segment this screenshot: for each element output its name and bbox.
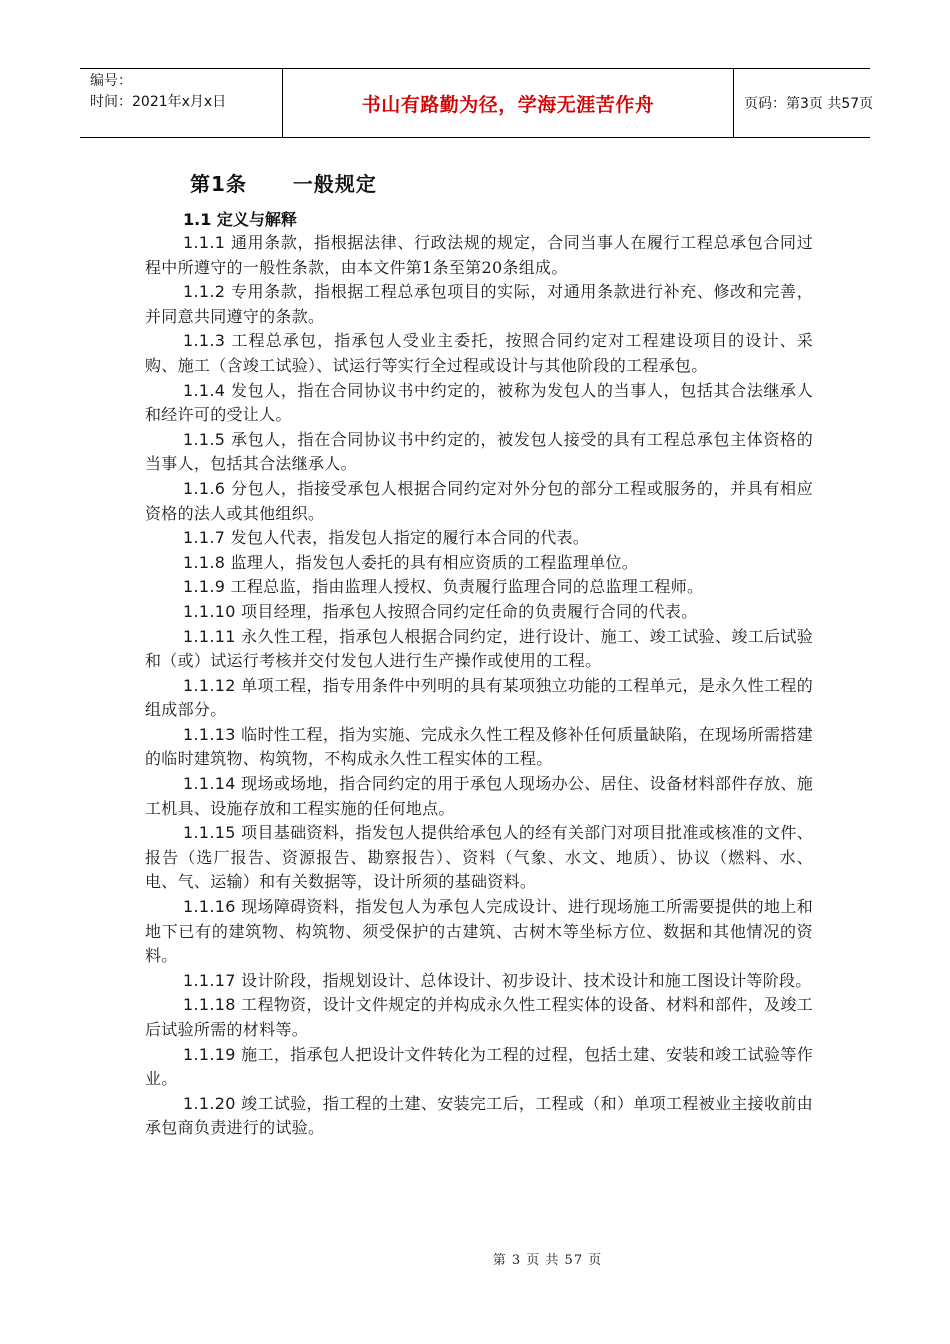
clause-number: 1.1.18 — [183, 995, 236, 1015]
clause-text: 单项工程，指专用条件中列明的具有某项独立功能的工程单元，是永久性工程的组成部分。 — [145, 675, 813, 720]
clause-number: 1.1.12 — [183, 675, 236, 695]
clause-number: 1.1.19 — [183, 1044, 236, 1064]
clause-number: 1.1.15 — [183, 823, 236, 843]
clause-paragraph — [145, 231, 813, 280]
time-label: 时间：2021年x月x日 — [90, 94, 227, 110]
clause-text: 发包人代表，指发包人指定的履行本合同的代表。 — [230, 528, 590, 548]
clause-number: 1.1.1 — [183, 233, 226, 252]
clause-number: 1.1.2 — [183, 282, 226, 302]
clause-paragraph — [145, 526, 813, 551]
clause-text: 项目基础资料，指发包人提供给承包人的经有关部门对项目批准或核准的文件、报告（选厂报告、资源报告、勘察报告）、资料（气象、水文、地质）、协议（燃料、水、电、气、运输）和有关数据等，设计所须的基础资料。 — [145, 823, 813, 892]
header-motto: 书山有路勤为径，学海无涯苦作舟 — [282, 69, 734, 137]
section-heading: 1.1 定义与解释 — [183, 210, 297, 229]
clause-text: 永久性工程，指承包人根据合同约定，进行设计、施工、竣工试验、竣工后试验和（或）试运行考核并交付发包人进行生产操作或使用的工程。 — [145, 626, 813, 671]
clause-paragraph — [145, 969, 813, 994]
clause-paragraph — [145, 575, 813, 600]
clause-number: 1.1.20 — [183, 1093, 236, 1113]
clause-paragraph — [145, 1043, 813, 1092]
clause-text: 现场障碍资料，指发包人为承包人完成设计、进行现场施工所需要提供的地上和地下已有的建筑物、构筑物、须受保护的古建筑、古树木等坐标方位、数据和其他情况的资料。 — [145, 897, 813, 966]
clause-text: 工程总监，指由监理人授权、负责履行监理合同的总监理工程师。 — [230, 577, 704, 597]
clause-text: 临时性工程，指为实施、完成永久性工程及修补任何质量缺陷，在现场所需搭建的临时建筑物、构筑物，不构成永久性工程实体的工程。 — [145, 724, 813, 769]
clause-paragraph — [145, 993, 813, 1042]
clause-paragraph — [145, 600, 813, 625]
clause-text: 通用条款，指根据法律、行政法规的规定，合同当事人在履行工程总承包合同过程中所遵守的一般性条款，由本文件第1条至第20条组成。 — [145, 233, 813, 277]
clause-number: 1.1.17 — [183, 970, 236, 990]
clause-number: 1.1.10 — [183, 601, 236, 621]
clause-text: 分包人，指接受承包人根据合同约定对外分包的部分工程或服务的，并具有相应资格的法人或其他组织。 — [145, 478, 813, 523]
clause-text: 项目经理，指承包人按照合同约定任命的负责履行合同的代表。 — [241, 601, 698, 621]
clause-number: 1.1.13 — [183, 724, 236, 744]
article-title: 一般规定 — [292, 172, 377, 196]
clause-paragraph — [145, 551, 813, 576]
clause-text: 竣工试验，指工程的土建、安装完工后，工程或（和）单项工程被业主接收前由承包商负责进行的试验。 — [145, 1093, 813, 1138]
clause-number: 1.1.7 — [183, 528, 226, 548]
page-footer — [0, 1249, 950, 1268]
clause-paragraph — [145, 821, 813, 895]
clause-number: 1.1.14 — [183, 774, 236, 794]
clause-paragraph — [145, 477, 813, 526]
clause-text: 承包人，指在合同协议书中约定的，被发包人接受的具有工程总承包主体资格的当事人，包括其合法继承人。 — [145, 429, 813, 474]
clause-text: 专用条款，指根据工程总承包项目的实际，对通用条款进行补充、修改和完善，并同意共同遵守的条款。 — [145, 282, 813, 326]
clause-paragraph — [145, 329, 813, 378]
clause-text: 监理人，指发包人委托的具有相应资质的工程监理单位。 — [230, 552, 639, 572]
clause-number: 1.1.16 — [183, 897, 236, 917]
clause-paragraph — [145, 1092, 813, 1141]
clause-number: 1.1.11 — [183, 626, 236, 646]
page-header — [80, 68, 874, 138]
clause-paragraph — [145, 280, 813, 329]
clause-number: 1.1.4 — [183, 380, 226, 400]
article-heading — [190, 168, 377, 197]
clause-text: 施工，指承包人把设计文件转化为工程的过程，包括土建、安装和竣工试验等作业。 — [145, 1044, 813, 1089]
clause-list — [145, 231, 813, 1141]
clause-paragraph — [145, 723, 813, 772]
clause-number: 1.1.5 — [183, 429, 226, 449]
clause-paragraph — [145, 895, 813, 969]
clause-paragraph — [145, 625, 813, 674]
clause-text: 设计阶段，指规划设计、总体设计、初步设计、技术设计和施工图设计等阶段。 — [241, 970, 812, 990]
footer-page-number: 第 3 页 共 57 页 — [492, 1253, 603, 1268]
clause-number: 1.1.9 — [183, 577, 226, 597]
clause-number: 1.1.3 — [183, 331, 226, 351]
clause-text: 现场或场地，指合同约定的用于承包人现场办公、居住、设备材料部件存放、施工机具、设施存放和工程实施的任何地点。 — [145, 774, 813, 818]
clause-text: 工程总承包，指承包人受业主委托，按照合同约定对工程建设项目的设计、采购、施工（含竣工试验）、试运行等实行全过程或设计与其他阶段的工程承包。 — [145, 331, 813, 375]
code-label: 编号： — [90, 73, 132, 89]
clause-paragraph — [145, 379, 813, 428]
clause-text: 工程物资，设计文件规定的并构成永久性工程实体的设备、材料和部件，及竣工后试验所需的材料等。 — [145, 995, 813, 1039]
header-meta — [80, 69, 282, 137]
clause-number: 1.1.8 — [183, 552, 226, 572]
clause-paragraph — [145, 772, 813, 821]
header-page-info: 页码：第3页 共57页 — [744, 96, 874, 112]
clause-number: 1.1.6 — [183, 478, 226, 498]
clause-paragraph — [145, 428, 813, 477]
article-number: 第1条 — [190, 172, 247, 196]
clause-paragraph — [145, 674, 813, 723]
clause-text: 发包人，指在合同协议书中约定的，被称为发包人的当事人，包括其合法继承人和经许可的受让人。 — [145, 380, 813, 425]
